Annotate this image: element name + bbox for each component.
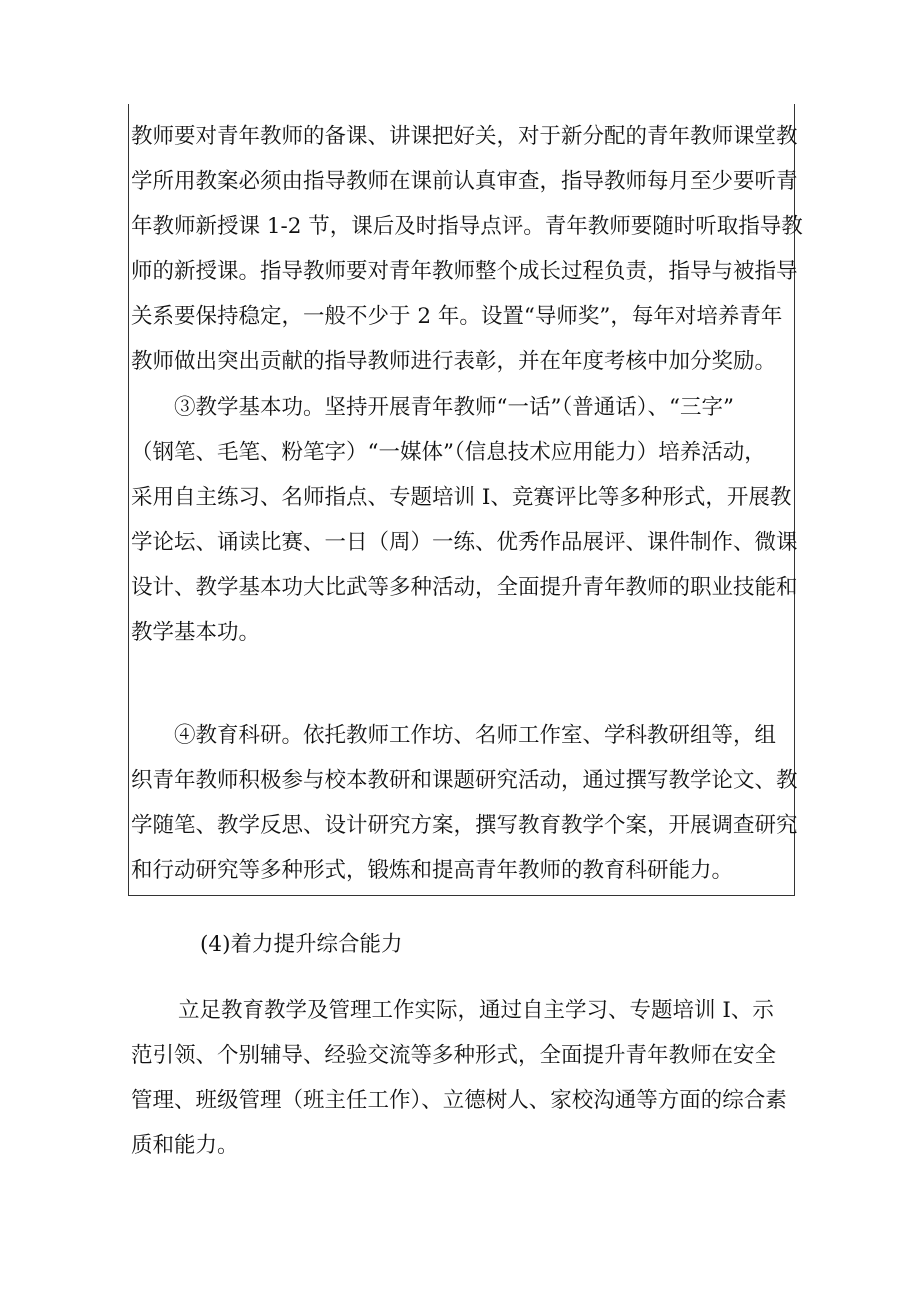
text-line: 采用自主练习、名师指点、专题培训 I、竞赛评比等多种形式，开展教 xyxy=(131,485,792,510)
text-line: 范引领、个别辅导、经验交流等多种形式，全面提升青年教师在安全 xyxy=(131,1043,777,1068)
text-line: 织青年教师积极参与校本教研和课题研究活动，通过撰写教学论文、教 xyxy=(131,768,798,793)
mentor-paragraph xyxy=(131,114,803,384)
text-line: 教师要对青年教师的备课、讲课把好关，对于新分配的青年教师课堂教 xyxy=(131,124,798,149)
text-line: 学所用教案必须由指导教师在课前认真审查，指导教师每月至少要听青 xyxy=(131,169,798,194)
text-line: 年教师新授课 1-2 节，课后及时指导点评。青年教师要随时听取指导教 xyxy=(131,214,803,239)
text-line: 教师做出突出贡献的指导教师进行表彰，并在年度考核中加分奖励。 xyxy=(131,349,777,374)
comprehensive-ability-paragraph xyxy=(131,988,787,1168)
text-line: 师的新授课。指导教师要对青年教师整个成长过程负责，指导与被指导 xyxy=(131,259,798,284)
text-line: 学随笔、教学反思、设计研究方案，撰写教育教学个案，开展调查研究 xyxy=(131,813,798,838)
teaching-skills-paragraph xyxy=(131,385,798,655)
text-line: （钢笔、毛笔、粉笔字）“一媒体”（信息技术应用能力）培养活动， xyxy=(131,440,766,465)
text-line: 关系要保持稳定，一般不少于 2 年。设置“导师奖”，每年对培养青年 xyxy=(131,304,783,329)
text-line: ③教学基本功。坚持开展青年教师“一话”（普通话）、“三字” xyxy=(174,395,734,420)
text-line: 管理、班级管理（班主任工作）、立德树人、家校沟通等方面的综合素 xyxy=(131,1088,787,1113)
text-line: 质和能力。 xyxy=(131,1133,239,1158)
text-line: 和行动研究等多种形式，锻炼和提高青年教师的教育科研能力。 xyxy=(131,858,734,883)
text-line: 教学基本功。 xyxy=(131,620,261,645)
text-line: 立足教育教学及管理工作实际，通过自主学习、专题培训 I、示 xyxy=(178,998,774,1023)
heading-text: (4)着力提升综合能力 xyxy=(200,932,403,957)
text-line: 学论坛、诵读比赛、一日（周）一练、优秀作品展评、课件制作、微课 xyxy=(131,530,798,555)
section-heading xyxy=(200,922,402,967)
text-line: 设计、教学基本功大比武等多种活动，全面提升青年教师的职业技能和 xyxy=(131,575,798,600)
research-paragraph xyxy=(131,713,798,893)
text-line: ④教育科研。依托教师工作坊、名师工作室、学科教研组等，组 xyxy=(174,723,777,748)
